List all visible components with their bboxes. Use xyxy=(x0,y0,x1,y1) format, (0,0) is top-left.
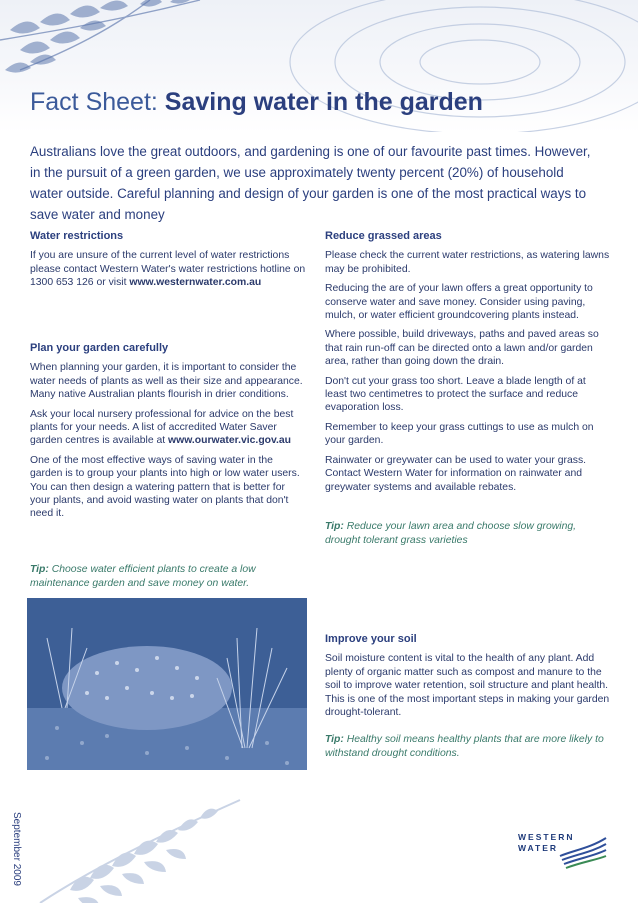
plan-garden-p3: One of the most effective ways of saving water in the garden is to group your plants into high or low water users. You can then design a watering pattern that is better for your plants, and avoid wasting water on plants that don't need it. xyxy=(30,454,300,520)
section-improve-soil xyxy=(325,633,610,725)
heading-water-restrictions: Water restrictions xyxy=(30,230,124,242)
plan-garden-p1: When planning your garden, it is important to consider the water needs of plants as well as their size and appearance. Many native Australian plants flourish in drier conditions. xyxy=(30,362,303,401)
reduce-grass-p3: Where possible, build driveways, paths and paved areas so that rain run-off can be directed onto a lawn and/or garden area, rather than going down the drain. xyxy=(325,329,599,368)
section-reduce-grass xyxy=(325,230,610,500)
garden-photo xyxy=(27,598,307,770)
tip-lawn: Tip: Reduce your lawn area and choose slow growing, drought tolerant grass varieties xyxy=(325,521,577,546)
tip-label: Tip: xyxy=(325,521,344,532)
side-date: September 2009 xyxy=(11,812,22,886)
header-banner xyxy=(0,0,638,132)
ourwater-link[interactable]: www.ourwater.vic.gov.au xyxy=(168,435,292,447)
section-water-restrictions xyxy=(30,230,308,296)
tip-label: Tip: xyxy=(325,734,344,745)
reduce-grass-p4: Don't cut your grass too short. Leave a blade length of at least two centimetres to protect the surface and reduce evaporation loss. xyxy=(325,375,586,414)
title-main: Saving water in the garden xyxy=(164,88,483,116)
reduce-grass-p1: Please check the current water restrictions, as watering lawns may be prohibited. xyxy=(325,250,610,275)
reduce-grass-p5: Remember to keep your grass cuttings to use as mulch on your garden. xyxy=(325,421,594,447)
title-prefix: Fact Sheet: xyxy=(30,88,165,116)
logo-line2: WATER xyxy=(518,843,559,853)
tip-label: Tip: xyxy=(30,564,49,575)
heading-improve-soil: Improve your soil xyxy=(325,633,417,645)
logo-line1: WESTERN xyxy=(518,832,575,842)
garden-plants-image xyxy=(27,598,307,770)
westernwater-link[interactable]: www.westernwater.com.au xyxy=(129,277,262,289)
section-plan-garden xyxy=(30,342,308,527)
improve-soil-text: Soil moisture content is vital to the health of any plant. Add plenty of organic matter such as compost and manure to the soil to improve water retention, soil structure and plant health. This is one of the most important steps in making your garden drought-tolerant. xyxy=(325,653,610,719)
water-restrictions-text: If you are unsure of the current level of water restrictions please contact Western Water's water restrictions hotline on 1300 653 126 or visit www.westernwater.com.au xyxy=(30,250,306,289)
logo-wave-icon xyxy=(500,826,610,876)
tip-soil: Tip: Healthy soil means healthy plants that are more likely to withstand drought conditions. xyxy=(325,734,604,759)
reduce-grass-p6: Rainwater or greywater can be used to water your grass. Contact Western Water for information on rainwater and greywater systems and available rebates. xyxy=(325,454,587,493)
fern-decoration xyxy=(30,790,250,903)
intro-paragraph: Australians love the great outdoors, and gardening is one of our favourite past times. However, in the pursuit of a green garden, we use approximately twenty percent (20%) of household water outside. Careful planning and design of your garden is one of the most practical ways to save water and money xyxy=(30,144,591,222)
plan-garden-p2: Ask your local nursery professional for advice on the best plants for your needs. A list of accredited Water Saver garden centres is available at www.ourwater.vic.gov.au xyxy=(30,408,294,447)
reduce-grass-p2: Reducing the are of your lawn offers a great opportunity to conserve water and save money. Consider using paving, mulch, or water efficient groundcovering plants instead. xyxy=(325,283,593,322)
heading-reduce-grass: Reduce grassed areas xyxy=(325,230,442,242)
page-title xyxy=(30,86,483,118)
heading-plan-garden: Plan your garden carefully xyxy=(30,342,169,354)
western-water-logo xyxy=(500,826,610,876)
tip-plants: Tip: Choose water efficient plants to create a low maintenance garden and save money on water. xyxy=(30,564,256,589)
